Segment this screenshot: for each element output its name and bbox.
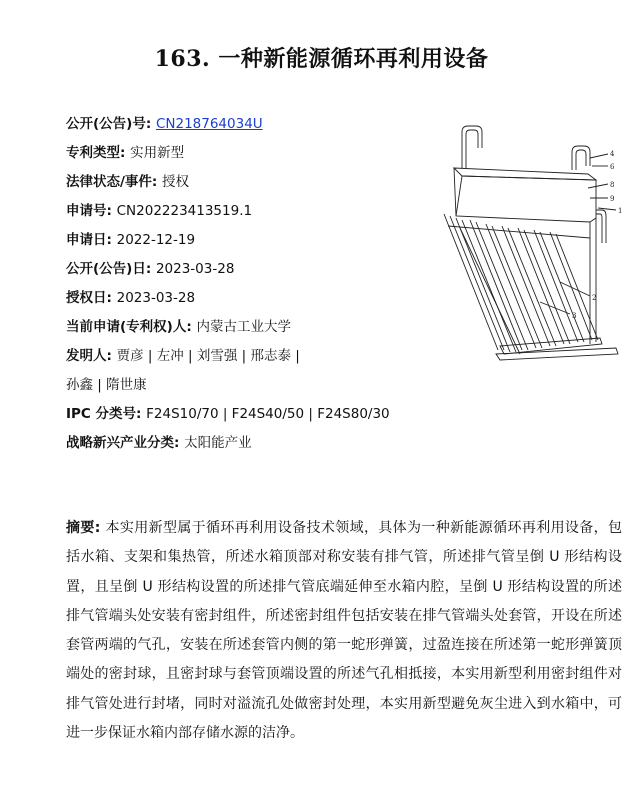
callout-label: 8 <box>610 181 615 189</box>
application-number-value: CN202223413519.1 <box>116 203 253 219</box>
application-date-row <box>66 226 406 255</box>
ipc-value: F24S10/70 | F24S40/50 | F24S80/30 <box>146 406 390 422</box>
grant-date-label: 授权日: <box>66 290 117 306</box>
application-number-label: 申请号: <box>66 203 117 219</box>
inventors-row <box>66 342 406 371</box>
applicant-row <box>66 313 406 342</box>
pub-number-label: 公开(公告)号: <box>66 116 156 132</box>
pub-number-row <box>66 110 406 139</box>
publication-date-row <box>66 255 406 284</box>
inventors-value-line1: 贾彦 | 左冲 | 刘雪强 | 邢志泰 | <box>116 348 300 364</box>
callout-label: 2 <box>592 294 597 302</box>
applicant-label: 当前申请(专利权)人: <box>66 319 197 335</box>
patent-type-value: 实用新型 <box>130 145 185 161</box>
industry-label: 战略新兴产业分类: <box>66 435 185 451</box>
ipc-row <box>66 400 406 429</box>
industry-value: 太阳能产业 <box>184 435 252 451</box>
grant-date-row <box>66 284 406 313</box>
legal-status-value: 授权 <box>162 174 190 190</box>
patent-metadata <box>66 110 406 458</box>
publication-date-label: 公开(公告)日: <box>66 261 156 277</box>
ipc-label: IPC 分类号: <box>66 406 147 422</box>
applicant-value: 内蒙古工业大学 <box>196 319 291 335</box>
publication-date-value: 2023-03-28 <box>155 261 235 277</box>
application-date-label: 申请日: <box>66 232 117 248</box>
industry-row <box>66 429 406 458</box>
patent-figure <box>440 118 630 363</box>
grant-date-value: 2023-03-28 <box>116 290 196 306</box>
patent-type-label: 专利类型: <box>66 145 131 161</box>
inventors-row-continued <box>66 371 406 400</box>
inventors-value-line2: 孙鑫 | 隋世康 <box>66 377 147 393</box>
callout-label: 9 <box>610 195 615 203</box>
application-number-row <box>66 197 406 226</box>
page-title: 163. 一种新能源循环再利用设备 <box>154 46 489 72</box>
patent-type-row <box>66 139 406 168</box>
callout-label: 6 <box>610 163 615 171</box>
legal-status-row <box>66 168 406 197</box>
abstract-text: 本实用新型属于循环再利用设备技术领域，具体为一种新能源循环再利用设备，包括水箱、支架和集热管，所述水箱顶部对称安装有排气管，所述排气管呈倒 U 形结构设置，且呈倒 U 形结构设置的所述排气管底端延伸至水箱内腔，呈倒 U 形结构设置的所述排气管端头处安装有密封组件，所述密封组件包括安装在排气管端头处套管，开设在所述套管两端的气孔，安装在所述套管内侧的第一蛇形弹簧，过盈连接在所述第一蛇形弹簧顶端处的密封球，且密封球与套管顶端设置的所述气孔相抵接，本实用新型利用密封组件对排气管处进行封堵，同时对溢流孔处做密封处理，本实用新型避免灰尘进入到水箱中，可进一步保证水箱内部存储水源的洁净。 <box>66 520 622 742</box>
callout-label: 4 <box>610 150 615 158</box>
abstract <box>66 514 622 748</box>
application-date-value: 2022-12-19 <box>116 232 196 248</box>
legal-status-label: 法律状态/事件: <box>66 174 163 190</box>
callout-label: 3 <box>572 312 577 320</box>
abstract-label: 摘要: <box>66 520 106 536</box>
solar-water-heater-drawing <box>440 118 630 363</box>
pub-number-link[interactable]: CN218764034U <box>155 116 263 132</box>
inventors-label: 发明人: <box>66 348 117 364</box>
callout-label: 1 <box>618 207 623 215</box>
